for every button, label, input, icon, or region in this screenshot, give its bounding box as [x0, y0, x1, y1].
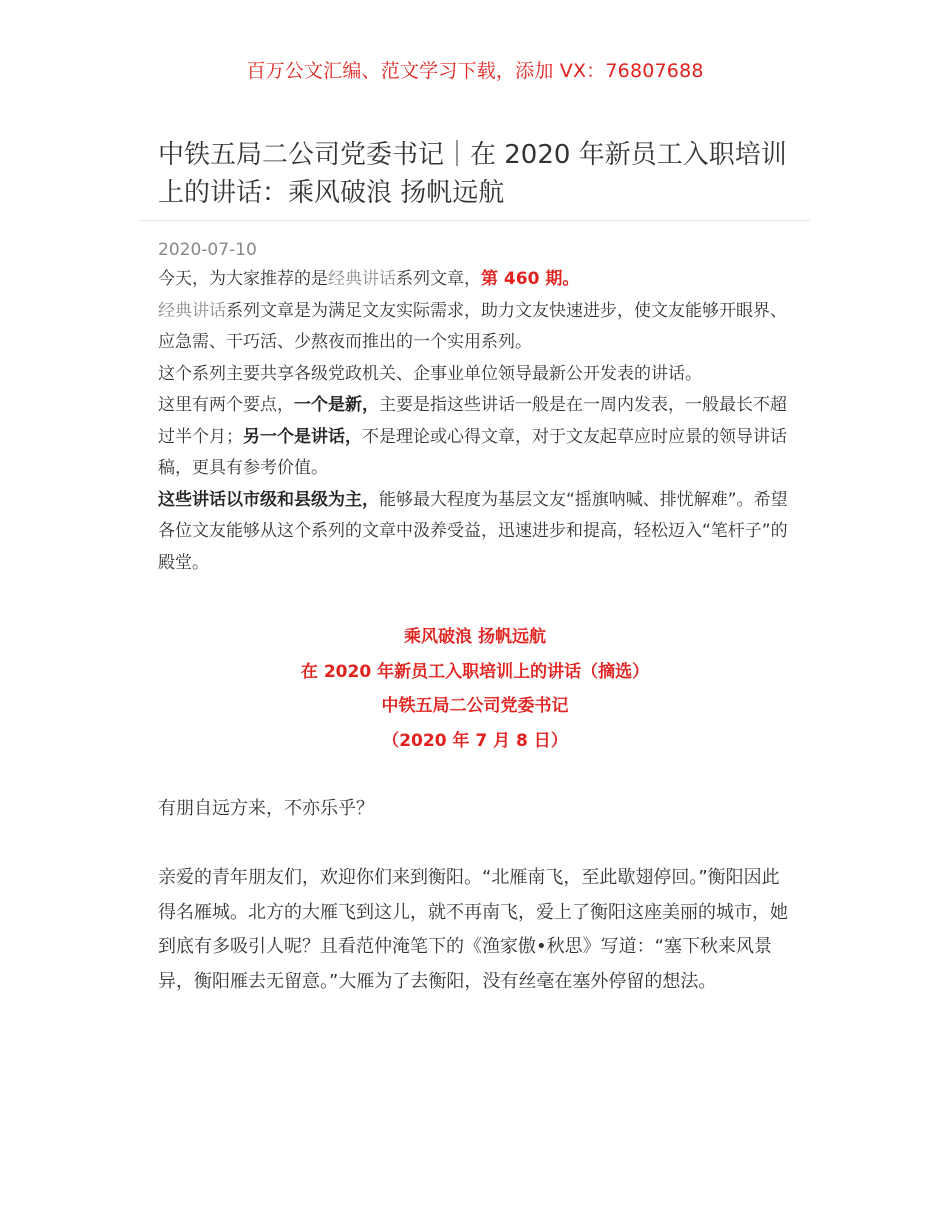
- intro-text: 今天，为大家推荐的是: [158, 269, 328, 289]
- promo-banner: 百万公文汇编、范文学习下载，添加 VX：76807688: [246, 60, 704, 82]
- intro-text: 系列文章是为满足文友实际需求，助力文友快速进步，使文友能够开眼界、应急需、干巧活、少熬夜而推出的一个实用系列。: [158, 300, 787, 352]
- series-name: 经典讲话: [328, 269, 396, 289]
- intro-text: 能够最大程度为基层文友“摇旗呐喊、排忧解难”。希望各位文友能够从这个系列的文章中汲养受益，迅速进步和提高，轻松迈入“笔杆子”的殿堂。: [158, 489, 788, 573]
- series-name: 经典讲话: [158, 300, 226, 321]
- publish-date: 2020-07-10: [158, 240, 257, 260]
- speech-date: （2020 年 7 月 8 日）: [382, 730, 568, 751]
- body-paragraph: 亲爱的青年朋友们，欢迎你们来到衡阳。“北雁南飞，至此歇翅停回。”衡阳因此得名雁城。北方的大雁飞到这儿，就不再南飞，爱上了衡阳这座美丽的城市，她到底有多吸引人呢？且看范仲淹笔下的《渔家傲•秋思》写道：“塞下秋来风景异，衡阳雁去无留意。”大雁为了去衡阳，没有丝毫在塞外停留的想法。: [158, 867, 788, 992]
- intro-text: 这里有两个要点，: [158, 395, 294, 415]
- intro-text: 不是理论或心得文章，对于文友起草应时应景的领导讲话稿，更具有参考价值。: [158, 426, 787, 478]
- intro-paragraph: [158, 264, 798, 296]
- intro-text: 系列文章，: [396, 269, 481, 289]
- speech-title: 乘风破浪 扬帆远航: [404, 627, 546, 647]
- speech-heading: [0, 620, 950, 758]
- speaker-role: 中铁五局二公司党委书记: [381, 696, 569, 716]
- speech-subtitle: 在 2020 年新员工入职培训上的讲话（摘选）: [300, 661, 650, 682]
- title-divider: [140, 220, 810, 221]
- issue-number: 第 460 期。: [481, 269, 580, 289]
- intro-paragraph: [158, 296, 798, 359]
- emphasis-text: 这些讲话以市级和县级为主，: [158, 489, 379, 510]
- emphasis-text: 另一个是讲话，: [243, 426, 362, 447]
- article-title: 中铁五局二公司党委书记｜在 2020 年新员工入职培训上的讲话：乘风破浪 扬帆远航: [158, 140, 787, 208]
- intro-text: 主要是指这些讲话一般是在一周内发表，一般最长不超过半个月；: [158, 395, 787, 447]
- emphasis-text: 一个是新，: [294, 395, 379, 415]
- intro-paragraph: [158, 485, 798, 580]
- body-paragraph: 有朋自远方来，不亦乐乎？: [158, 798, 374, 819]
- intro-paragraph: 这个系列主要共享各级党政机关、企事业单位领导最新公开发表的讲话。: [158, 363, 702, 384]
- series-intro: [158, 264, 798, 579]
- intro-paragraph: [158, 390, 798, 485]
